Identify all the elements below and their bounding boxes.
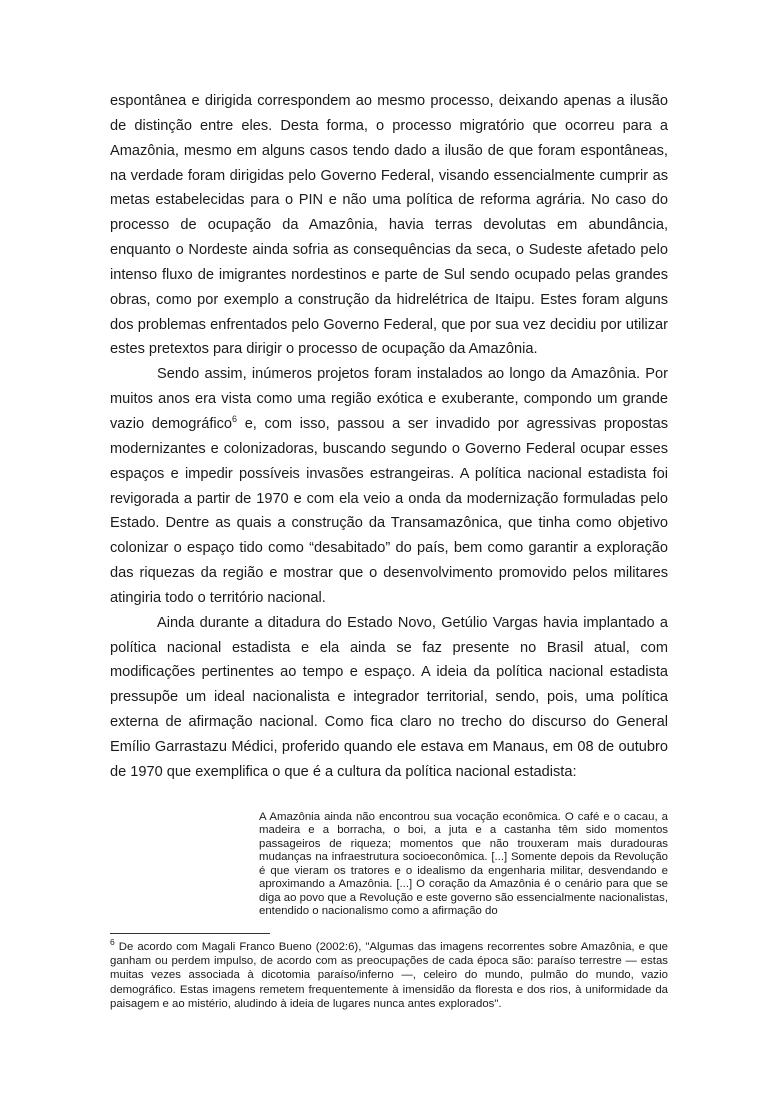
paragraph-3: Ainda durante a ditadura do Estado Novo, Getúlio Vargas havia implantado a política nacional estadista e ela ainda se faz presente no Brasil atual, com modificações pertinentes ao tempo e espaço. A ideia da política nacional estadista pressupõe um ideal nacionalista e integrador territorial, sendo, pois, uma política externa de afirmação nacional. Como fica claro no trecho do discurso do General Emílio Garrastazu Médici, proferido quando ele estava em Manaus, em 08 de outubro de 1970 que exemplifica o que é a cultura da política nacional estadista: (110, 614, 668, 780)
paragraph-2-start: Sendo assim, inúmeros projetos foram instalados ao longo da Amazônia. Por muitos anos era vista como uma região exótica e exuberante, compondo um grande vazio demográfico (110, 366, 668, 432)
footnote-number: 6 (110, 937, 115, 948)
footnote-6 (110, 937, 668, 1011)
block-quote (259, 811, 668, 919)
paragraph-1: espontânea e dirigida correspondem ao mesmo processo, deixando apenas a ilusão de distinção entre eles. Desta forma, o processo migratório que ocorreu para a Amazônia, mesmo em alguns casos tendo dado a ilusão de que foram espontâneas, na verdade foram dirigidas pelo Governo Federal, visando essencialmente cumprir as metas estabelecidas para o PIN e não uma política de reforma agrária. No caso do processo de ocupação da Amazônia, havia terras devolutas em abundância, enquanto o Nordeste ainda sofria as consequências da seca, o Sudeste afetado pelo intenso fluxo de imigrantes nordestinos e parte de Sul sendo ocupado pelas grandes obras, como por exemplo a construção da hidrelétrica de Itaipu. Estes foram alguns dos problemas enfrentados pelo Governo Federal, que por sua vez decidiu por utilizar estes pretextos para dirigir o processo de ocupação da Amazônia. (110, 93, 668, 358)
main-text (110, 89, 668, 785)
footnote (110, 937, 668, 1011)
footnote-reference-6[interactable]: 6 (232, 414, 238, 425)
footnote-text: De acordo com Magali Franco Bueno (2002:6), "Algumas das imagens recorrentes sobre Amazônia, e que ganham ou perdem impulso, de acordo com as preocupações de cada época são: paraíso terrestre — estas muitas vezes associada à dicotomia paraíso/inferno —, celeiro do mundo, pulmão do mundo, vazio demográfico. Estas imagens remetem frequentemente à imensidão da floresta e dos rios, à uniformidade da paisagem e ao mistério, aludindo à ideia de lugares nunca antes explorados". (110, 941, 668, 1010)
paragraph-2-end: e, com isso, passou a ser invadido por agressivas propostas modernizantes e colonizadoras, buscando segundo o Governo Federal ocupar esses espaços e impedir possíveis invasões estrangeiras. A política nacional estadista foi revigorada a partir de 1970 e com ela veio a onda da modernização formuladas pelo Estado. Dentre as quais a construção da Transamazônica, que tinha como objetivo colonizar o espaço tido como “desabitado” do país, bem como garantir a exploração das riquezas da região e mostrar que o desenvolvimento promovido pelos militares atingiria todo o território nacional. (110, 415, 668, 606)
block-quote-text: A Amazônia ainda não encontrou sua vocação econômica. O café e o cacau, a madeira e a borracha, o boi, a juta e a castanha têm sido momentos passageiros de riqueza; momentos que não trouxeram mais duradouras mudanças na infraestrutura socioeconômica. [...] Somente depois da Revolução é que vieram os tratores e o idealismo da engenharia militar, desvendando e aproximando a Amazônia. [...] O coração da Amazônia é o cenário para que se diga ao povo que a Revolução e este governo são essencialmente nacionalistas, entendido o nacionalismo como a afirmação do (259, 811, 668, 918)
footnote-divider (110, 933, 270, 934)
paragraph-2 (110, 362, 668, 610)
